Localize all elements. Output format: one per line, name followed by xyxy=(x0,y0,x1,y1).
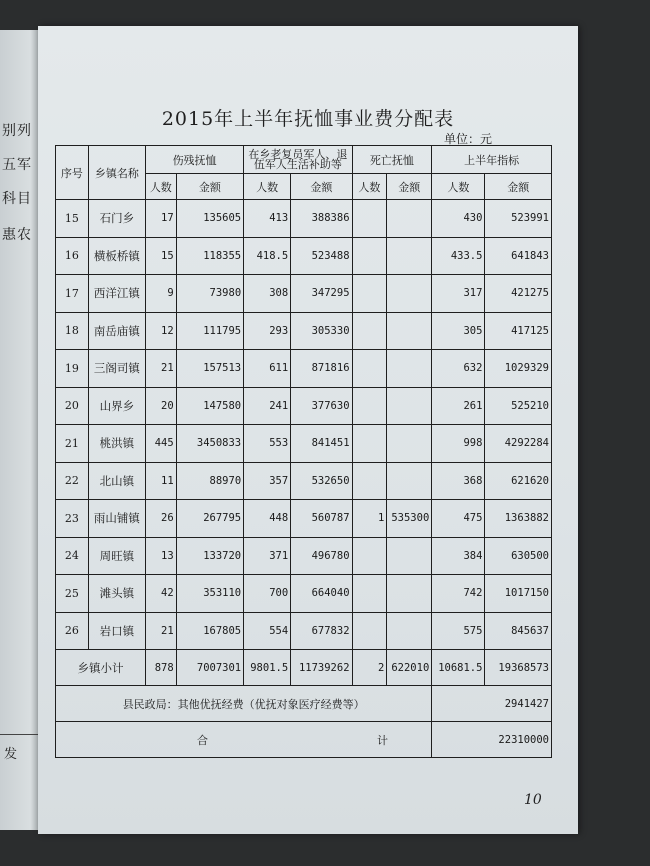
header-veterans: 在乡老复员军人、退伍军人生活补助等 xyxy=(244,146,352,174)
row-seq: 22 xyxy=(56,462,89,500)
row-indicator-people: 742 xyxy=(432,575,485,613)
header-death: 死亡抚恤 xyxy=(352,146,432,174)
row-disabled-people: 21 xyxy=(145,612,176,650)
row-town: 石门乡 xyxy=(88,200,145,238)
table-row xyxy=(56,575,552,613)
row-veterans-people: 413 xyxy=(244,200,291,238)
row-town: 北山镇 xyxy=(88,462,145,500)
row-disabled-people: 11 xyxy=(145,462,176,500)
row-town: 滩头镇 xyxy=(88,575,145,613)
row-veterans-people: 241 xyxy=(244,387,291,425)
row-veterans-people: 448 xyxy=(244,500,291,538)
total-row xyxy=(56,722,552,758)
row-veterans-amount: 677832 xyxy=(291,612,352,650)
table-row xyxy=(56,537,552,575)
row-death-amount xyxy=(387,350,432,388)
row-death-people xyxy=(352,275,387,313)
row-death-people xyxy=(352,387,387,425)
row-disabled-people: 15 xyxy=(145,237,176,275)
row-indicator-amount: 621620 xyxy=(485,462,552,500)
row-veterans-people: 700 xyxy=(244,575,291,613)
row-indicator-people: 368 xyxy=(432,462,485,500)
left-page-line: 科目 xyxy=(2,191,32,207)
row-town: 南岳庙镇 xyxy=(88,312,145,350)
county-row xyxy=(56,686,552,722)
row-seq: 16 xyxy=(56,237,89,275)
subtotal-veterans-people: 9801.5 xyxy=(244,650,291,686)
total-label-ji: 计 xyxy=(377,733,388,747)
row-death-people xyxy=(352,612,387,650)
total-label xyxy=(56,722,432,758)
row-indicator-people: 430 xyxy=(432,200,485,238)
row-town: 周旺镇 xyxy=(88,537,145,575)
row-disabled-people: 13 xyxy=(145,537,176,575)
subtotal-disabled-people: 878 xyxy=(145,650,176,686)
row-indicator-amount: 421275 xyxy=(485,275,552,313)
row-indicator-people: 305 xyxy=(432,312,485,350)
page-number: 10 xyxy=(524,792,542,808)
row-disabled-people: 42 xyxy=(145,575,176,613)
table-row xyxy=(56,312,552,350)
row-veterans-amount: 871816 xyxy=(291,350,352,388)
header-town: 乡镇名称 xyxy=(88,146,145,200)
row-veterans-amount: 377630 xyxy=(291,387,352,425)
row-death-amount xyxy=(387,425,432,463)
row-seq: 19 xyxy=(56,350,89,388)
row-disabled-people: 9 xyxy=(145,275,176,313)
row-death-people xyxy=(352,537,387,575)
row-disabled-amount: 135605 xyxy=(176,200,243,238)
left-page-line: 惠农 xyxy=(2,227,32,243)
row-veterans-amount: 347295 xyxy=(291,275,352,313)
table-row xyxy=(56,200,552,238)
row-veterans-people: 371 xyxy=(244,537,291,575)
row-seq: 17 xyxy=(56,275,89,313)
row-disabled-people: 445 xyxy=(145,425,176,463)
row-seq: 15 xyxy=(56,200,89,238)
header-disabled: 伤残抚恤 xyxy=(145,146,243,174)
row-disabled-amount: 133720 xyxy=(176,537,243,575)
row-disabled-amount: 353110 xyxy=(176,575,243,613)
row-death-amount xyxy=(387,237,432,275)
row-disabled-people: 17 xyxy=(145,200,176,238)
row-town: 雨山铺镇 xyxy=(88,500,145,538)
row-indicator-people: 261 xyxy=(432,387,485,425)
header-row xyxy=(56,146,552,174)
subheader-people: 人数 xyxy=(432,174,485,200)
left-page-edge xyxy=(0,30,38,830)
row-town: 西洋江镇 xyxy=(88,275,145,313)
subtotal-row xyxy=(56,650,552,686)
row-death-people xyxy=(352,312,387,350)
table-row xyxy=(56,425,552,463)
subheader-amount: 金额 xyxy=(387,174,432,200)
row-town: 横板桥镇 xyxy=(88,237,145,275)
row-seq: 25 xyxy=(56,575,89,613)
row-veterans-amount: 496780 xyxy=(291,537,352,575)
row-death-amount xyxy=(387,200,432,238)
row-indicator-amount: 1017150 xyxy=(485,575,552,613)
row-indicator-amount: 1029329 xyxy=(485,350,552,388)
subtotal-death-people: 2 xyxy=(352,650,387,686)
row-disabled-amount: 147580 xyxy=(176,387,243,425)
row-disabled-people: 12 xyxy=(145,312,176,350)
row-disabled-amount: 88970 xyxy=(176,462,243,500)
table-row xyxy=(56,500,552,538)
subheader-people: 人数 xyxy=(244,174,291,200)
document-page xyxy=(38,26,578,834)
row-veterans-people: 611 xyxy=(244,350,291,388)
row-veterans-amount: 388386 xyxy=(291,200,352,238)
table-row xyxy=(56,275,552,313)
total-amount: 22310000 xyxy=(432,722,552,758)
subheader-amount: 金额 xyxy=(485,174,552,200)
row-death-people xyxy=(352,350,387,388)
row-death-amount xyxy=(387,612,432,650)
row-town: 山界乡 xyxy=(88,387,145,425)
row-disabled-people: 20 xyxy=(145,387,176,425)
table-row xyxy=(56,462,552,500)
row-death-amount xyxy=(387,312,432,350)
row-indicator-people: 998 xyxy=(432,425,485,463)
table-row xyxy=(56,387,552,425)
subheader-people: 人数 xyxy=(352,174,387,200)
row-indicator-amount: 1363882 xyxy=(485,500,552,538)
county-amount: 2941427 xyxy=(432,686,552,722)
row-veterans-people: 308 xyxy=(244,275,291,313)
row-disabled-amount: 267795 xyxy=(176,500,243,538)
county-label: 县民政局：其他优抚经费（优抚对象医疗经费等） xyxy=(56,686,432,722)
subtotal-indicator-people: 10681.5 xyxy=(432,650,485,686)
row-death-people xyxy=(352,462,387,500)
row-disabled-amount: 3450833 xyxy=(176,425,243,463)
row-indicator-amount: 417125 xyxy=(485,312,552,350)
row-death-people: 1 xyxy=(352,500,387,538)
row-veterans-people: 293 xyxy=(244,312,291,350)
row-veterans-people: 357 xyxy=(244,462,291,500)
row-indicator-people: 475 xyxy=(432,500,485,538)
subtotal-indicator-amount: 19368573 xyxy=(485,650,552,686)
subtotal-disabled-amount: 7007301 xyxy=(176,650,243,686)
row-veterans-people: 553 xyxy=(244,425,291,463)
left-page-line: 五军 xyxy=(2,157,32,173)
row-indicator-people: 317 xyxy=(432,275,485,313)
row-veterans-amount: 841451 xyxy=(291,425,352,463)
row-veterans-amount: 532650 xyxy=(291,462,352,500)
row-veterans-amount: 664040 xyxy=(291,575,352,613)
row-town: 岩口镇 xyxy=(88,612,145,650)
row-seq: 26 xyxy=(56,612,89,650)
row-disabled-amount: 157513 xyxy=(176,350,243,388)
header-indicator: 上半年指标 xyxy=(432,146,552,174)
total-label-he: 合 xyxy=(197,733,208,747)
row-indicator-amount: 845637 xyxy=(485,612,552,650)
row-death-people xyxy=(352,237,387,275)
row-death-amount xyxy=(387,275,432,313)
row-town: 桃洪镇 xyxy=(88,425,145,463)
row-disabled-amount: 73980 xyxy=(176,275,243,313)
row-veterans-people: 554 xyxy=(244,612,291,650)
row-indicator-amount: 525210 xyxy=(485,387,552,425)
left-page-line: 别列 xyxy=(2,123,32,139)
row-seq: 21 xyxy=(56,425,89,463)
row-disabled-people: 26 xyxy=(145,500,176,538)
row-indicator-amount: 4292284 xyxy=(485,425,552,463)
row-indicator-amount: 523991 xyxy=(485,200,552,238)
row-disabled-amount: 111795 xyxy=(176,312,243,350)
row-death-people xyxy=(352,575,387,613)
subtotal-death-amount: 622010 xyxy=(387,650,432,686)
subheader-people: 人数 xyxy=(145,174,176,200)
row-death-people xyxy=(352,200,387,238)
left-page-bottom-text: 发 xyxy=(0,734,42,762)
row-veterans-amount: 305330 xyxy=(291,312,352,350)
table-row xyxy=(56,237,552,275)
subheader-amount: 金额 xyxy=(291,174,352,200)
row-town: 三阁司镇 xyxy=(88,350,145,388)
row-disabled-people: 21 xyxy=(145,350,176,388)
row-seq: 24 xyxy=(56,537,89,575)
header-seq: 序号 xyxy=(56,146,89,200)
row-indicator-people: 433.5 xyxy=(432,237,485,275)
table-row xyxy=(56,350,552,388)
row-death-amount xyxy=(387,462,432,500)
row-indicator-people: 384 xyxy=(432,537,485,575)
row-death-amount xyxy=(387,575,432,613)
allocation-table xyxy=(55,145,552,758)
unit-label: 单位：元 xyxy=(444,132,493,146)
row-indicator-people: 575 xyxy=(432,612,485,650)
row-veterans-amount: 523488 xyxy=(291,237,352,275)
row-disabled-amount: 167805 xyxy=(176,612,243,650)
row-disabled-amount: 118355 xyxy=(176,237,243,275)
row-indicator-amount: 630500 xyxy=(485,537,552,575)
row-death-amount: 535300 xyxy=(387,500,432,538)
row-seq: 20 xyxy=(56,387,89,425)
row-veterans-amount: 560787 xyxy=(291,500,352,538)
row-indicator-people: 632 xyxy=(432,350,485,388)
row-seq: 18 xyxy=(56,312,89,350)
subtotal-veterans-amount: 11739262 xyxy=(291,650,352,686)
row-indicator-amount: 641843 xyxy=(485,237,552,275)
row-death-amount xyxy=(387,387,432,425)
row-seq: 23 xyxy=(56,500,89,538)
row-veterans-people: 418.5 xyxy=(244,237,291,275)
row-death-amount xyxy=(387,537,432,575)
document-title: 2015年上半年抚恤事业费分配表 xyxy=(161,108,455,130)
table-row xyxy=(56,612,552,650)
subtotal-label: 乡镇小计 xyxy=(56,650,146,686)
subheader-amount: 金额 xyxy=(176,174,243,200)
row-death-people xyxy=(352,425,387,463)
